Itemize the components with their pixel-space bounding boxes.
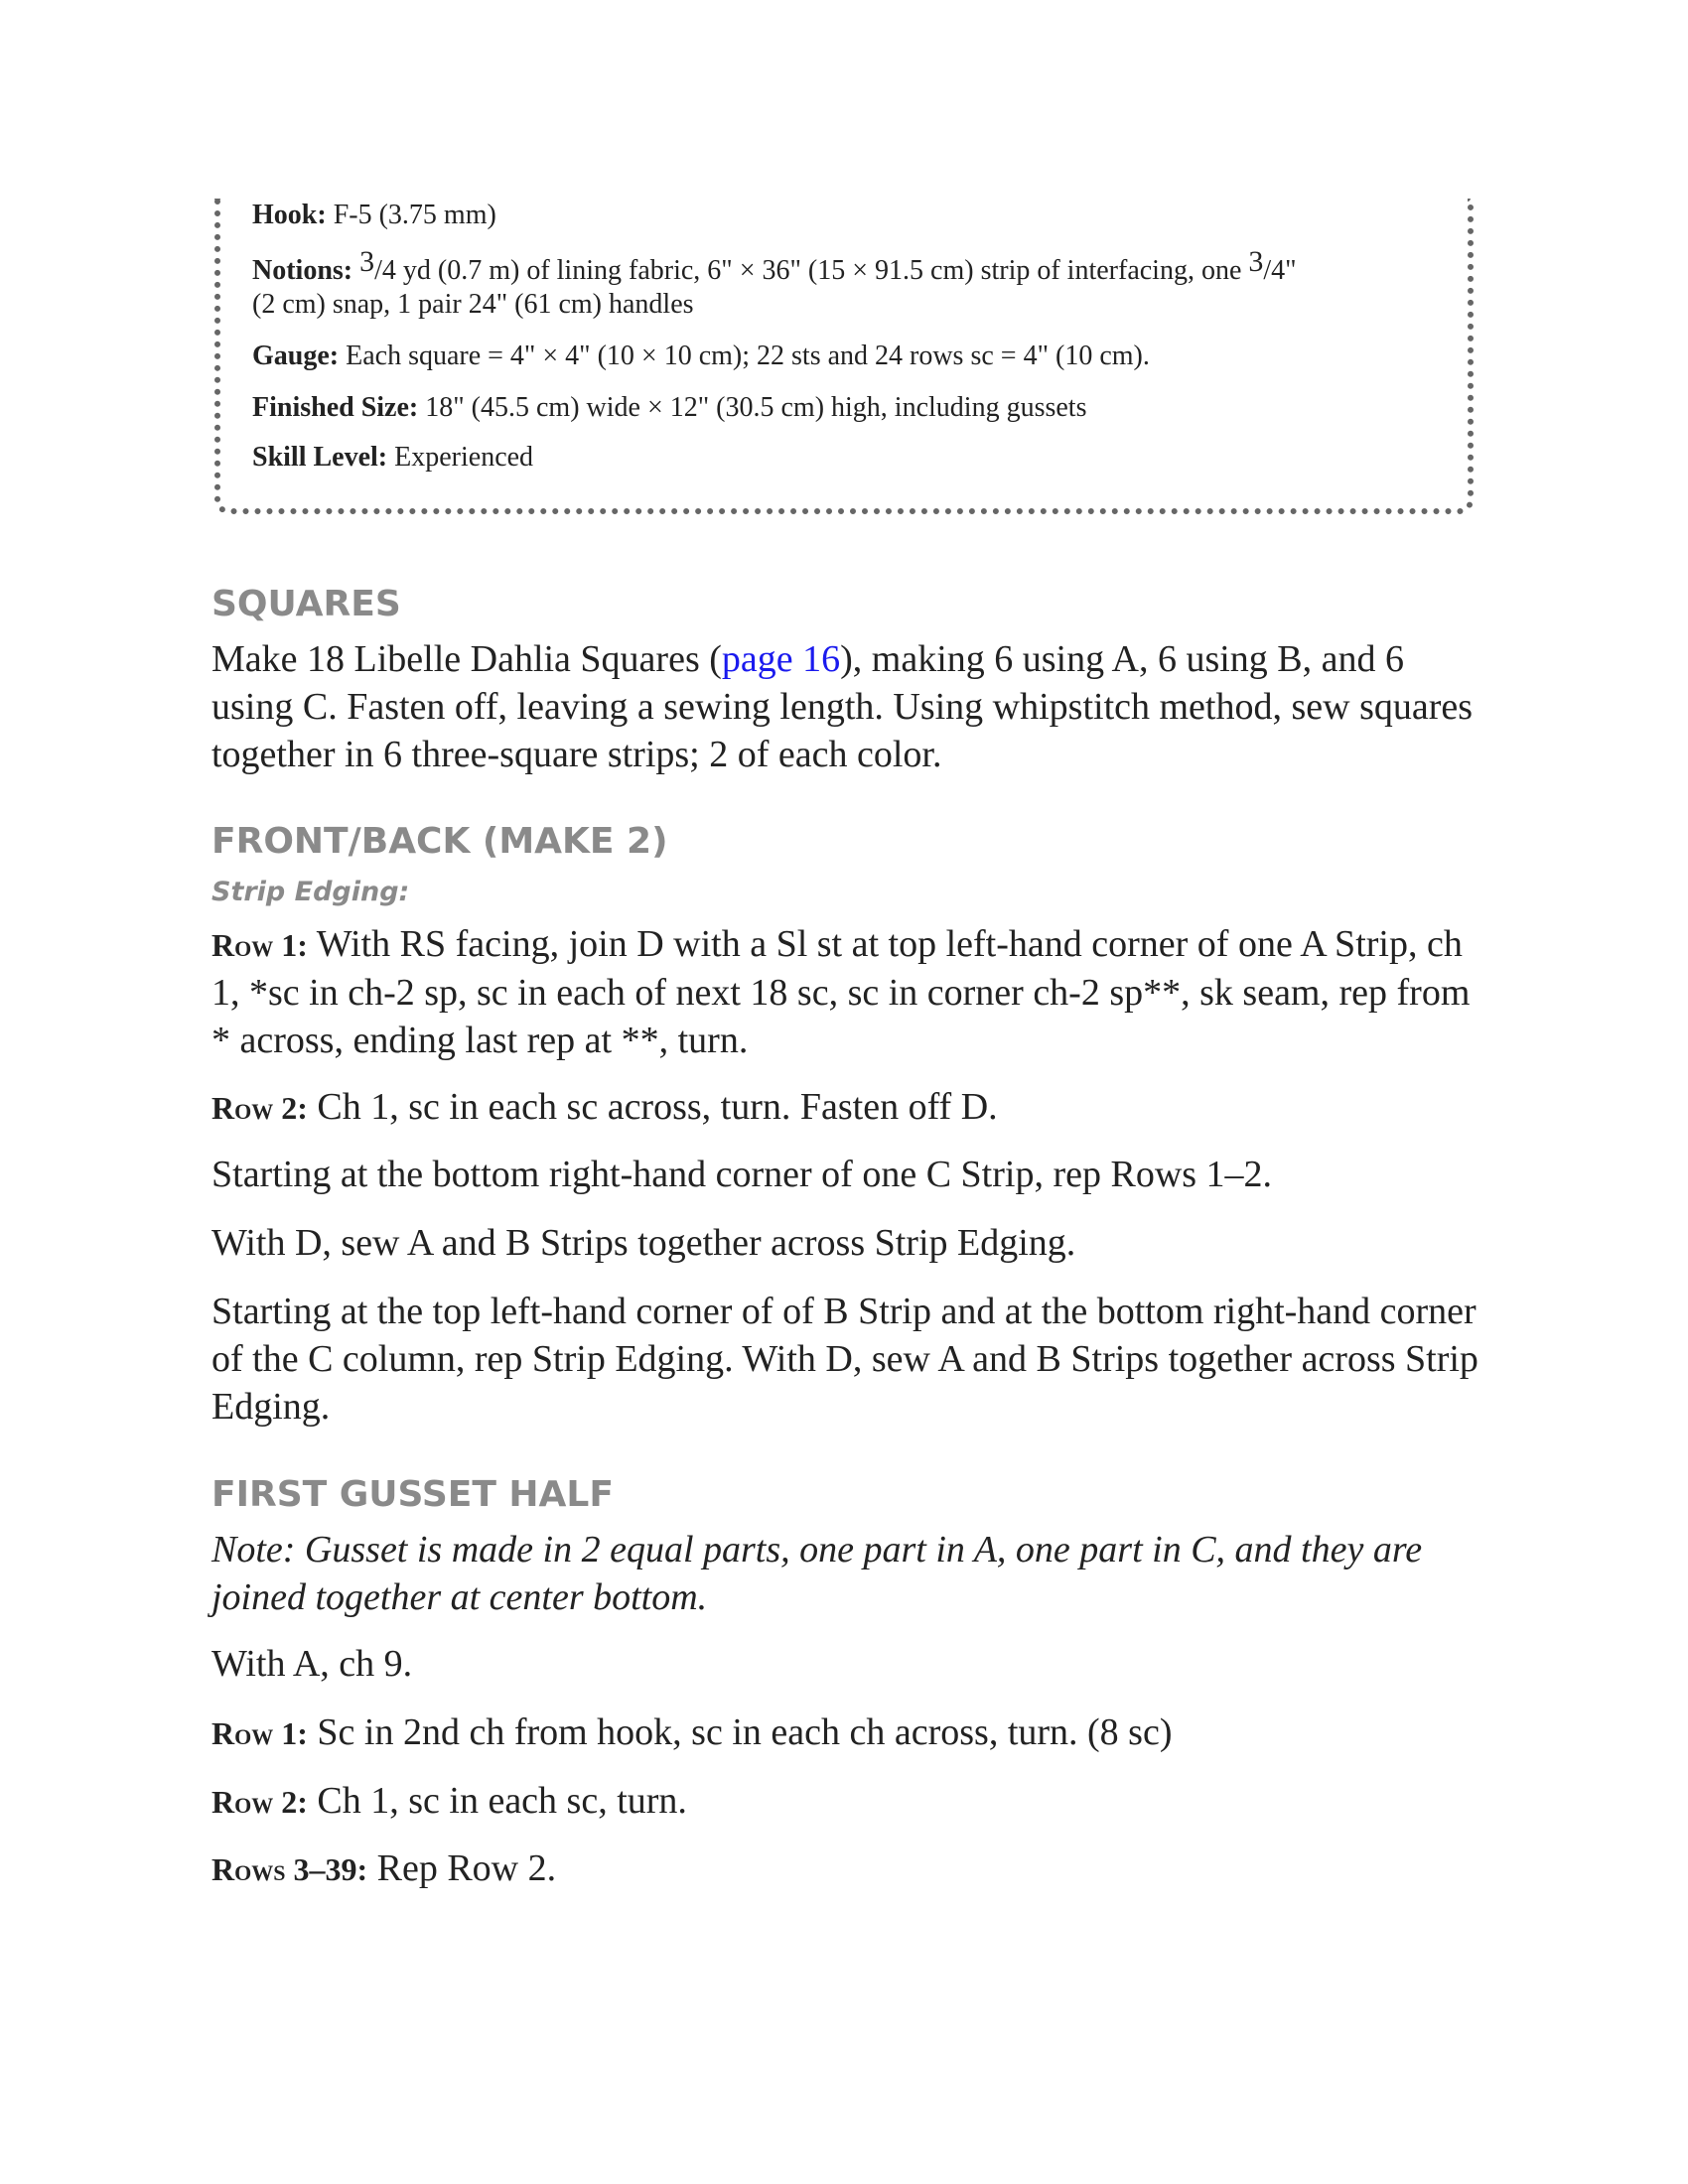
front-back-row-2 xyxy=(211,1083,1492,1132)
gusset-start: With A, ch 9. xyxy=(211,1643,413,1685)
gauge-value: Each square = 4" × 4" (10 × 10 cm); 22 sts and 24 rows sc = 4" (10 cm). xyxy=(346,341,1150,371)
notions-text-1: /4 yd (0.7 m) of lining fabric, 6" × 36" (15 × 91.5 cm) strip of interfacing, one xyxy=(374,255,1249,286)
gusset-note: Note: Gusset is made in 2 equal parts, one part in A, one part in C, and they are joined together at center bottom. xyxy=(211,1529,1423,1618)
row-2-label: Row 2: xyxy=(211,1090,308,1126)
notions-fraction-2: 3 xyxy=(1248,245,1264,278)
gusset-row-1-label: Row 1: xyxy=(211,1715,308,1751)
squares-text-2: ), making 6 using A, 6 using B, and 6 using C. Fasten off, leaving a sewing length. Using whipstitch method, sew squares together in 6 three-square strips; 2 of each color. xyxy=(211,638,1474,775)
gusset-row-1 xyxy=(211,1708,1492,1757)
gusset-rows-3-39-text: Rep Row 2. xyxy=(367,1847,557,1889)
front-back-paragraph-3: Starting at the bottom right-hand corner of one C Strip, rep Rows 1–2. xyxy=(211,1154,1273,1195)
gusset-row-2-label: Row 2: xyxy=(211,1784,308,1820)
notions-text-2: /4" xyxy=(1263,255,1297,286)
gauge-label: Gauge: xyxy=(252,341,340,371)
notions-text-3: (2 cm) snap, 1 pair 24" (61 cm) handles xyxy=(252,289,694,320)
notions-line-2 xyxy=(252,288,1438,322)
gauge-line xyxy=(252,340,1438,373)
front-back-paragraph-5: Starting at the top left-hand corner of of B Strip and at the bottom right-hand corner of the C column, rep Strip Edging. With D, sew A and B Strips together across Strip Edging. xyxy=(211,1291,1478,1428)
size-line xyxy=(252,391,1438,425)
front-back-row-1 xyxy=(211,920,1492,1064)
gusset-row-2-text: Ch 1, sc in each sc, turn. xyxy=(307,1780,687,1822)
squares-heading: SQUARES xyxy=(211,584,401,624)
gusset-heading: FIRST GUSSET HALF xyxy=(211,1474,614,1515)
skill-value: Experienced xyxy=(394,442,534,473)
page-16-link[interactable]: page 16 xyxy=(721,638,841,680)
row-1-label: Row 1: xyxy=(211,927,308,963)
size-label: Finished Size: xyxy=(252,392,419,423)
row-1-text: With RS facing, join D with a Sl st at top left-hand corner of one A Strip, ch 1, *sc in ch-2 sp, sc in each of next 18 sc, sc in corner ch-2 sp**, sk seam, rep from * across, ending last rep at **, turn. xyxy=(211,923,1471,1061)
strip-edging-subheading: Strip Edging: xyxy=(211,877,410,907)
squares-paragraph xyxy=(211,635,1492,778)
front-back-paragraph-4: With D, sew A and B Strips together across Strip Edging. xyxy=(211,1222,1076,1264)
hook-label: Hook: xyxy=(252,200,327,230)
gusset-row-1-text: Sc in 2nd ch from hook, sc in each ch across, turn. (8 sc) xyxy=(307,1711,1173,1753)
squares-text-1: Make 18 Libelle Dahlia Squares ( xyxy=(211,638,722,680)
gusset-rows-3-39 xyxy=(211,1844,1492,1893)
gusset-row-2 xyxy=(211,1777,1492,1826)
front-back-heading: FRONT/BACK (MAKE 2) xyxy=(211,821,668,862)
notions-label: Notions: xyxy=(252,255,353,286)
materials-box xyxy=(214,199,1474,514)
hook-line xyxy=(252,199,1438,232)
gusset-rows-3-39-label: Rows 3–39: xyxy=(211,1851,368,1887)
skill-line xyxy=(252,441,1438,475)
size-value: 18" (45.5 cm) wide × 12" (30.5 cm) high, including gussets xyxy=(425,392,1087,423)
row-2-text: Ch 1, sc in each sc across, turn. Fasten off D. xyxy=(307,1086,998,1128)
notions-line xyxy=(252,245,1438,288)
notions-fraction-1: 3 xyxy=(359,245,375,278)
hook-value: F-5 (3.75 mm) xyxy=(333,200,496,230)
skill-label: Skill Level: xyxy=(252,442,388,473)
